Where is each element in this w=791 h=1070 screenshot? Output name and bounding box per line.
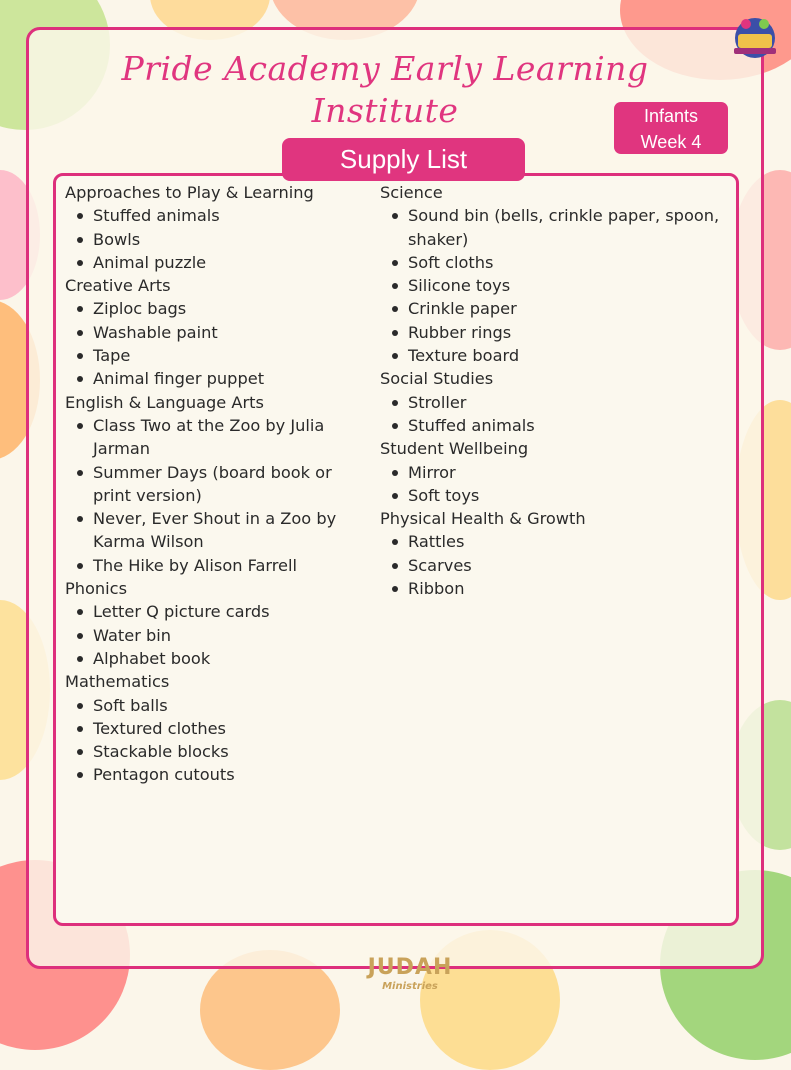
- logo-word-1: JUDAH: [367, 955, 453, 980]
- list-item: Tape: [65, 344, 365, 367]
- list-item: Stuffed animals: [380, 414, 725, 437]
- section-heading: Creative Arts: [65, 276, 171, 296]
- list-item-continuation: Karma Wilson: [93, 532, 204, 552]
- section-heading: Social Studies: [380, 369, 494, 389]
- list-item: The Hike by Alison Farrell: [65, 554, 365, 577]
- supply-list-tab: Supply List: [282, 138, 525, 181]
- list-item: Sound bin (bells, crinkle paper, spoon,: [380, 204, 725, 227]
- list-item: Pentagon cutouts: [65, 763, 365, 786]
- list-item: Scarves: [380, 554, 725, 577]
- list-item: Alphabet book: [65, 647, 365, 670]
- list-item: Mirror: [380, 461, 725, 484]
- list-item: Ziploc bags: [65, 297, 365, 320]
- list-item: Textured clothes: [65, 717, 365, 740]
- badge-age-group: Infants: [643, 106, 699, 126]
- page-title-line1: Pride Academy Early Learning: [121, 49, 649, 88]
- list-item: Soft cloths: [380, 251, 725, 274]
- list-item: Washable paint: [65, 321, 365, 344]
- list-item: Rattles: [380, 530, 725, 553]
- list-item-continuation: shaker): [408, 229, 469, 249]
- list-item: Water bin: [65, 624, 365, 647]
- list-item: Summer Days (board book or: [65, 461, 365, 484]
- list-item-continuation: Jarman: [93, 439, 151, 459]
- list-item: Texture board: [380, 344, 725, 367]
- list-item: Stuffed animals: [65, 204, 365, 227]
- list-item: Silicone toys: [380, 274, 725, 297]
- list-item-continuation: print version): [93, 485, 202, 505]
- section-heading: Approaches to Play & Learning: [65, 183, 314, 202]
- list-item: Rubber rings: [380, 321, 725, 344]
- list-item: Stroller: [380, 391, 725, 414]
- judah-ministries-logo: [360, 955, 460, 1010]
- section-heading: Student Wellbeing: [380, 439, 529, 459]
- left-column: [65, 181, 365, 787]
- list-item: Letter Q picture cards: [65, 600, 365, 623]
- list-item: Class Two at the Zoo by Julia: [65, 414, 365, 437]
- list-item: Stackable blocks: [65, 740, 365, 763]
- list-item: Soft toys: [380, 484, 725, 507]
- list-item: Ribbon: [380, 577, 725, 600]
- list-item: Animal finger puppet: [65, 367, 365, 390]
- section-heading: Phonics: [65, 579, 128, 599]
- section-heading: Science: [380, 183, 443, 202]
- school-logo: [724, 10, 786, 62]
- section-heading: Mathematics: [65, 672, 170, 692]
- list-item: Never, Ever Shout in a Zoo by: [65, 507, 365, 530]
- list-item: Bowls: [65, 228, 365, 251]
- logo-word-2: Ministries: [382, 981, 438, 992]
- page-title-line2: Institute: [311, 91, 459, 130]
- section-heading: Physical Health & Growth: [380, 509, 586, 529]
- list-item: Soft balls: [65, 694, 365, 717]
- list-item: Animal puzzle: [65, 251, 365, 274]
- list-item: Crinkle paper: [380, 297, 725, 320]
- section-heading: English & Language Arts: [65, 392, 264, 412]
- right-column: [380, 181, 725, 600]
- age-week-badge: [614, 102, 728, 154]
- badge-week: Week 4: [640, 132, 702, 152]
